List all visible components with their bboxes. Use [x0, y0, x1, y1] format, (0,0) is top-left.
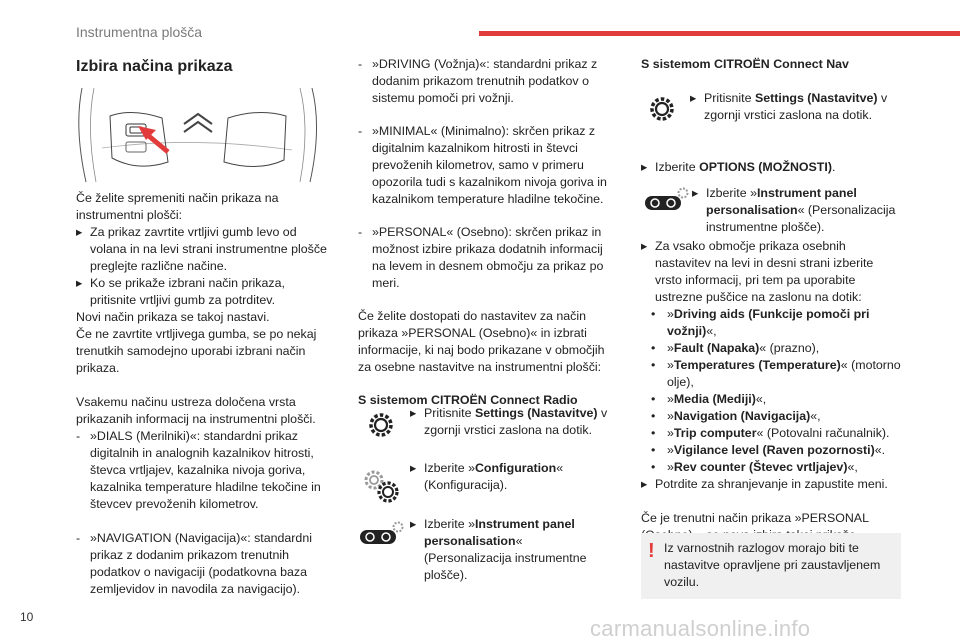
select-label-nav: Izberite » [706, 186, 757, 200]
nav-step-personalisation: ▸ Izberite »Instrument panel personalisation« (Personalizacija instrumentne plošče). [692, 186, 896, 234]
mode-personal-text: »PERSONAL« (Osebno): skrčen prikaz in možnost izbire prikaza dodatnih informacij na levem in desnem območju za prikaz po meri. [372, 225, 604, 290]
confirm-text: Potrdite za shranjevanje in zapustite meni. [655, 477, 888, 491]
gear-icon [647, 94, 677, 124]
bullet-mark: • [651, 358, 656, 372]
quote-open: » [667, 341, 674, 355]
bullet-mark: • [651, 460, 656, 474]
warning-text: Iz varnostnih razlogov morajo biti te nastavitve opravljene pri zaustavljenem vozilu. [664, 541, 881, 589]
info-type-list [641, 306, 903, 476]
quote-open: » [667, 409, 674, 423]
info-type-label: Trip computer [673, 426, 757, 440]
info-type-label: Rev counter (Števec vrtljajev) [673, 460, 848, 474]
info-type-item [641, 357, 903, 391]
bullet-mark: • [651, 392, 656, 406]
instrument-personalisation-label: Instrument panel personalisation [424, 517, 575, 548]
radio-step-personalisation: ▸ Izberite »Instrument panel personalisation« (Personalizacija instrumentne plošče). [410, 517, 587, 582]
info-type-item [641, 408, 903, 425]
press-label-nav: Pritisnite [704, 91, 752, 105]
steering-wheel-dial-image [72, 88, 324, 182]
info-type-item [641, 340, 903, 357]
select-label-2: Izberite » [424, 517, 475, 531]
step-press: ▸ Ko se prikaže izbrani način prikaza, pritisnite vrtljivi gumb za potrditev. [76, 276, 285, 307]
select-label: Izberite » [424, 461, 475, 475]
quote-open: » [667, 307, 674, 321]
info-type-label: Temperatures (Temperature) [673, 358, 841, 372]
info-type-tail: «, [706, 324, 717, 338]
mode-navigation: - »NAVIGATION (Navigacija)«: standardni prikaz z dodanim prikazom trenutnih podatkov o navigaciji (podatkovna baza zemljevidov in navodila za navigacijo). [76, 531, 312, 596]
mode-set-text: Novi način prikaza se takoj nastavi. [76, 310, 270, 324]
quote-open: » [667, 460, 674, 474]
page-number: 10 [20, 610, 34, 624]
info-type-tail: « (prazno), [759, 341, 820, 355]
radio-step-configuration: ▸ Izberite »Configuration« (Konfiguracija). [410, 461, 564, 492]
nav-step-options: ▸ Izberite OPTIONS (MOŽNOSTI). [641, 160, 836, 174]
access-text: Če želite dostopati do nastavitev za način prikaza »PERSONAL (Osebno)« in izbrati informacije, ki naj bodo prikazane v območjih za osebne nastavitve na instrumentni plošči: [358, 309, 605, 374]
quote-open: » [667, 443, 674, 457]
press-label: Pritisnite [424, 406, 472, 420]
configuration-label: Configuration [474, 461, 557, 475]
page-header-title: Instrumentna plošča [76, 24, 203, 40]
info-type-item [641, 306, 903, 340]
info-type-tail: « (Potovalni računalnik). [756, 426, 890, 440]
each-mode-text: Vsakemu načinu ustreza določena vrsta prikazanih informacij na instrumentni plošči. [76, 395, 316, 426]
active-mode-text: Če je trenutni način prikaza »PERSONAL [641, 511, 869, 525]
area-instruction-text: Za vsako območje prikaza osebnih nastavitev na levi in desni strani izberite vrsto informacij, pri tem pa uporabite ustrezne puščice na zaslonu na dotik: [655, 239, 874, 304]
section-title: Izbira načina prikaza [76, 58, 233, 75]
mode-navigation-text: »NAVIGATION (Navigacija)«: standardni prikaz z dodanim prikazom trenutnih podatkov o navigaciji (podatkovna baza zemljevidov in navodila za navigacijo). [90, 531, 312, 596]
personalisation-icon [643, 186, 689, 212]
info-type-label: Media (Mediji) [673, 392, 756, 406]
mode-personal: - »PERSONAL« (Osebno): skrčen prikaz in možnost izbire prikaza dodatnih informacij na levem in desnem območju za prikaz po meri. [358, 225, 604, 290]
info-type-item [641, 459, 903, 476]
info-type-label: Navigation (Navigacija) [673, 409, 811, 423]
nav-title: S sistemom CITROËN Connect Nav [641, 57, 849, 71]
warning-icon: ! [648, 540, 655, 562]
watermark: carmanualsonline.info [590, 616, 811, 641]
gear-icon [366, 410, 396, 440]
quote-open: » [667, 426, 674, 440]
area-instruction: ▸ Za vsako območje prikaza osebnih nastavitev na levi in desni strani izberite vrsto informacij, pri tem pa uporabite ustrezne puščice na zaslonu na dotik: [641, 239, 874, 304]
mode-minimal: - »MINIMAL« (Minimalno): skrčen prikaz z digitalnim kazalnikom hitrosti in števci prevoženih kilometrov, samo v primeru opozorila tudi s kazalnikom nivoja goriva in kazalnikom temperature hladilne tekočine. [358, 124, 607, 206]
mode-driving-text: »DRIVING (Vožnja)«: standardni prikaz z dodanim prikazom trenutnih podatkov o sistemu pomoči pri vožnji. [372, 57, 598, 105]
bullet-mark: • [651, 443, 656, 457]
header-accent-bar [479, 31, 960, 36]
info-type-label: Vigilance level (Raven pozornosti) [673, 443, 875, 457]
info-type-tail: «, [847, 460, 858, 474]
mode-minimal-text: »MINIMAL« (Minimalno): skrčen prikaz z digitalnim kazalnikom hitrosti in števci prevoženih kilometrov, samo v primeru opozorila tudi s kazalnikom nivoja goriva in kazalnikom temperature hladilne tekočine. [372, 124, 607, 206]
gears-icon [360, 466, 404, 506]
info-type-tail: « (motorno olje), [667, 358, 901, 389]
info-type-label: Driving aids (Funkcije pomoči pri vožnji) [667, 307, 870, 338]
quote-open: » [667, 392, 674, 406]
mode-dials: - »DIALS (Merilniki)«: standardni prikaz digitalnih in analognih kazalnikov hitrosti, števca vrtljajev, kazalnika nivoja goriva, kazalnika temperature hladilne tekočine in števcev prevoženih kilometrov. [76, 429, 321, 511]
info-type-tail: «, [755, 392, 767, 406]
personalisation-tail-nav: « (Personalizacija instrumentne plošče). [706, 203, 896, 234]
left-column [76, 190, 332, 598]
step-press-text: Ko se prikaže izbrani način prikaza, pritisnite vrtljivi gumb za potrditev. [90, 276, 285, 307]
right-body [641, 238, 903, 544]
step-rotate: ▸ Za prikaz zavrtite vrtljivi gumb levo od volana in na levi strani instrumentne plošče preglejte različne načine. [76, 225, 327, 273]
info-type-label: Fault (Napaka) [673, 341, 760, 355]
top-bar-text: v zgornji vrstici zaslona na dotik. [424, 406, 608, 437]
settings-label: Settings (Nastavitve) [474, 406, 598, 420]
options-label: OPTIONS (MOŽNOSTI) [699, 160, 832, 174]
bullet-mark: • [651, 426, 656, 440]
info-type-tail: «. [874, 443, 886, 457]
confirm-step: ▸ Potrdite za shranjevanje in zapustite meni. [641, 477, 888, 491]
bullet-mark: • [651, 341, 656, 355]
info-type-tail: «, [810, 409, 821, 423]
mode-driving: - »DRIVING (Vožnja)«: standardni prikaz z dodanim prikazom trenutnih podatkov o sistemu pomoči pri vožnji. [358, 57, 598, 105]
info-type-item [641, 442, 903, 459]
info-type-item [641, 425, 903, 442]
bullet-mark: • [651, 307, 656, 321]
radio-title: S sistemom CITROËN Connect Radio [358, 393, 578, 407]
top-bar-text-nav: v zgornji vrstici zaslona na dotik. [704, 91, 888, 122]
settings-label-nav: Settings (Nastavitve) [754, 91, 878, 105]
middle-column [358, 56, 608, 409]
nav-step-settings: ▸ Pritisnite Settings (Nastavitve) v zgornji vrstici zaslona na dotik. [690, 91, 888, 122]
step-rotate-text: Za prikaz zavrtite vrtljivi gumb levo od volana in na levi strani instrumentne plošče preglejte različne načine. [90, 225, 327, 273]
no-turn-text: Če ne zavrtite vrtljivega gumba, se po nekaj trenutkih samodejno uporabi izbrani način prikaza. [76, 327, 317, 375]
quote-open: » [667, 358, 674, 372]
bullet-mark: • [651, 409, 656, 423]
select-plain-label: Izberite [655, 160, 696, 174]
intro-text: Če želite spremeniti način prikaza na instrumentni plošči: [76, 191, 279, 222]
mode-dials-text: »DIALS (Merilniki)«: standardni prikaz digitalnih in analognih kazalnikov hitrosti, števca vrtljajev, kazalnika nivoja goriva, kazalnika temperature hladilne tekočine in števcev prevoženih kilometrov. [90, 429, 321, 511]
radio-step-settings: ▸ Pritisnite Settings (Nastavitve) v zgornji vrstici zaslona na dotik. [410, 406, 608, 437]
personalisation-icon [358, 520, 404, 546]
info-type-item [641, 391, 903, 408]
instrument-personalisation-label-nav: Instrument panel personalisation [706, 186, 857, 217]
personalisation-tail: « (Personalizacija instrumentne plošče). [424, 534, 587, 582]
configuration-tail: « (Konfiguracija). [424, 461, 564, 492]
